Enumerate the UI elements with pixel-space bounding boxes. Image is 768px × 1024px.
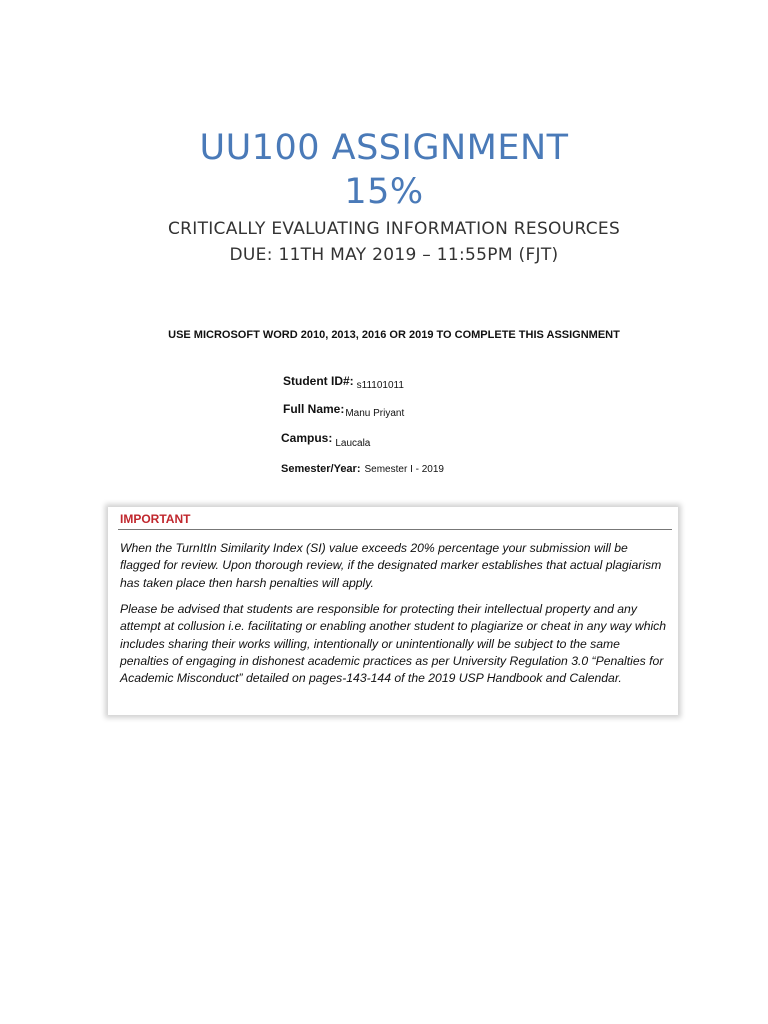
full-name-field [283,402,405,419]
important-heading: IMPORTANT [120,512,191,526]
student-id-field [283,374,404,391]
campus-field [281,431,371,449]
heading-divider [118,529,672,530]
campus-value: Laucala [335,438,371,449]
student-id-value: s11101011 [356,380,404,391]
assignment-title: UU100 ASSIGNMENT [199,128,569,168]
collusion-notice: Please be advised that students are responsible for protecting their intellectual property and any attempt at collusion i.e. facilitating or enabling another student to plagiarize or cheat in any way which includes sharing their works willing, intentionally or unintentionally will be subject to the same penalties of engaging in dishonest academic practices as per University Regulation 3.0 “Penalties for Academic Misconduct” detailed on pages-143-144 of the 2019 USP Handbook and Calendar. [120,602,667,686]
semester-label: Semester/Year: [281,463,361,475]
similarity-index-notice: When the TurnItIn Similarity Index (SI) value exceeds 20% percentage your submission will be flagged for review. Upon thorough review, if the designated marker establishes that actual plagiarism has taken place then harsh penalties will apply. [120,541,662,590]
assignment-weight: 15% [344,172,424,212]
student-id-label: Student ID#: [283,374,354,388]
semester-field [281,461,444,475]
due-date: DUE: 11TH MAY 2019 – 11:55PM (FJT) [229,245,559,265]
software-instruction: USE MICROSOFT WORD 2010, 2013, 2016 OR 2019 TO COMPLETE THIS ASSIGNMENT [168,329,620,341]
semester-value: Semester I - 2019 [364,464,444,475]
full-name-value: Manu Priyant [345,408,405,419]
full-name-label: Full Name: [283,402,345,416]
campus-label: Campus: [281,431,333,445]
important-notice-box [108,507,678,715]
assignment-subtitle: CRITICALLY EVALUATING INFORMATION RESOURCES [167,219,621,239]
